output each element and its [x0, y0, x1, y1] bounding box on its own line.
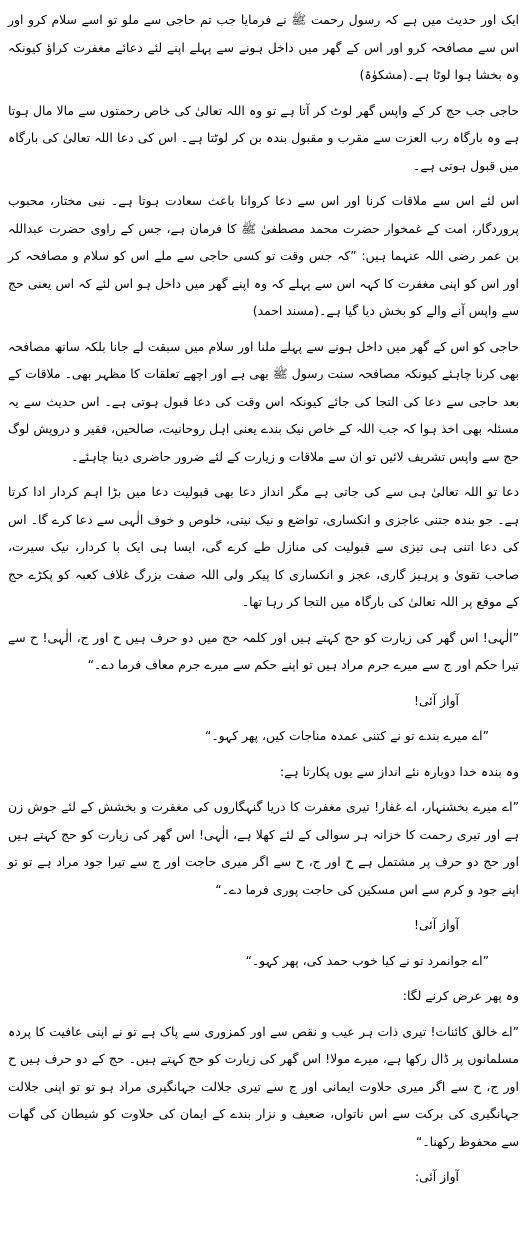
paragraph-manner-of-dua: دعا تو اللہ تعالیٰ ہی سے کی جاتی ہے مگر انداز دعا بھی قبولیت دعا میں بڑا اہم کردار ادا کرتا ہے۔ جو بندہ جتنی عاجزی و انکساری، تواضع و نیک نیتی، خلوص و خوف الٰہی سے دعا کرے گا۔ اس کی دعا اتنی ہی تیزی سے قبولیت کی منازل طے کرے گی، ایسا ہی ایک با کردار، نیک سیرت، صاحب تقویٰ و پرہیز گاری، عجز و انکساری کا پیکر ولی اللہ صفت بزرگ غلاف کعبہ کو پکڑے حج کے موقع پر اللہ تعالیٰ کی بارگاہ میں التجا کر رہا تھا۔: [8, 484, 519, 609]
voice-heading-2: آواز آئی!: [414, 917, 459, 932]
paragraph-first-supplication: ”الٰہی! اس گھر کی زیارت کو حج کہتے ہیں اور کلمہ حج میں دو حرف ہیں ح اور ج، الٰہی! ح سے تیرا حکم اور ج سے میرے جرم مراد ہیں تو اپنے حکم سے میرے جرم معاف فرما دے۔“: [8, 629, 519, 672]
voice-reply-2: ”اے جوانمرد تو نے کیا خوب حمد کی، پھر کہو۔“: [245, 952, 489, 968]
paragraph-hadith: ایک اور حدیث میں ہے کہ رسول رحمت ﷺ نے فرمایا جب تم حاجی سے ملو تو اسے سلام کرو اور اس سے مصافحہ کرو اور اس کے گھر میں داخل ہونے سے پہلے اپنے لئے دعائے مغفرت کراؤ کیونکہ وہ بخشا ہوا لوٹا ہے۔(مشکوٰۃ): [8, 12, 519, 82]
paragraph-haji-return: حاجی جب حج کر کے واپس گھر لوٹ کر آتا ہے تو وہ اللہ تعالیٰ کی خاص رحمتوں سے مالا مال ہوتا ہے وہ بارگاہ رب العزت سے مقرب و مقبول بندہ بن کر لوٹتا ہے۔ اس کی دعا اللہ تعالیٰ کی بارگاہ میں قبول ہوتی ہے۔: [8, 102, 519, 173]
paragraph-meeting: اس لئے اس سے ملاقات کرنا اور اس سے دعا کروانا باعث سعادت ہوتا ہے۔ نبی مختار، محبوب پروردگار، امت کے غمخوار حضرت محمد مصطفیٰ ﷺ کا فرمان ہے، جس کے راوی حضرت عبداللہ بن عمر رضی اللہ عنہما ہیں: ”کہ جس وقت تو کسی حاجی سے ملے اس کو سلام و مصافحہ کر اور اس کو اپنی مغفرت کا کہہ اس سے پہلے کہ وہ اپنے گھر میں داخل ہو اس لئے کہ اس یعنی حج سے واپس آنے والے کو بخش دیا گیا ہے۔(مسند احمد): [8, 193, 519, 318]
paragraph-call-again: وہ بندہ خدا دوبارہ نئے انداز سے یوں پکارتا ہے:: [279, 763, 519, 779]
voice-heading-1: آواز آئی!: [414, 692, 459, 708]
paragraph-greeting: حاجی کو اس کے گھر میں داخل ہونے سے پہلے ملنا اور سلام میں سبقت لے جانا بلکہ ساتھ مصافحہ بھی کرنا چاہئے کیونکہ مصافحہ سنت رسول ﷺ بھی ہے اور اچھے تعلقات کا مظہر بھی۔ ملاقات کے بعد حاجی سے دعا کی التجا کی جائے کیونکہ اس وقت کی دعا قبول ہوتی ہے۔ اس حدیث سے یہ مسئلہ بھی اخذ ہوا کہ جب اللہ کے خاص نیک بندے یعنی اہل روحانیت، صالحین، فقیر و درویش لوگ حج سے واپس تشریف لائیں تو ان سے ملاقات و زیارت کے لئے ضرور حاضری دینا چاہئے۔: [8, 338, 519, 464]
paragraph-petition: وہ پھر عرض کرنے لگا:: [402, 988, 519, 1003]
voice-heading-3: آواز آئی:: [414, 1169, 459, 1184]
paragraph-second-supplication: ”اے میرے بخشنہار، اے غفار! تیری مغفرت کا دریا گنہگاروں کی مغفرت و بخشش کے لئے جوش زن ہے اور تیری رحمت کا خزانہ ہر سوالی کے لئے کھلا ہے، الٰہی! اس گھر کی زیارت کو حج کہتے ہیں اور حج دو حرف پر مشتمل ہے ح اور ج، ح سے اگر میری حاجت اور ج سے تیرا جود مراد ہے تو تو اپنے جود و کرم سے اس مسکین کی حاجت پوری فرما دے۔“: [8, 799, 519, 897]
paragraph-third-supplication: ”اے خالق کائنات! تیری ذات ہر عیب و نقص سے اور کمزوری سے پاک ہے تو نے اپنی عافیت کا پردہ مسلمانوں پر ڈال رکھا ہے، میرے مولا! اس گھر کی زیارت کو حج کہتے ہیں۔ حج کے دو حرف ہیں ح اور ج، ح سے اگر میری حلاوت ایمانی اور ج سے تیری جلالت جہانگیری مراد ہو تو تو اپنی جلالت جہانگیری کی برکت سے اس ناتواں، ضعیف و نزار بندے کے ایمان کی حلاوت کو شیطان کی گھات سے محفوظ رکھنا۔“: [8, 1023, 519, 1149]
voice-reply-1: ”اے میرے بندے تو نے کتنی عمدہ مناجات کیں، پھر کہو۔“: [204, 728, 489, 743]
